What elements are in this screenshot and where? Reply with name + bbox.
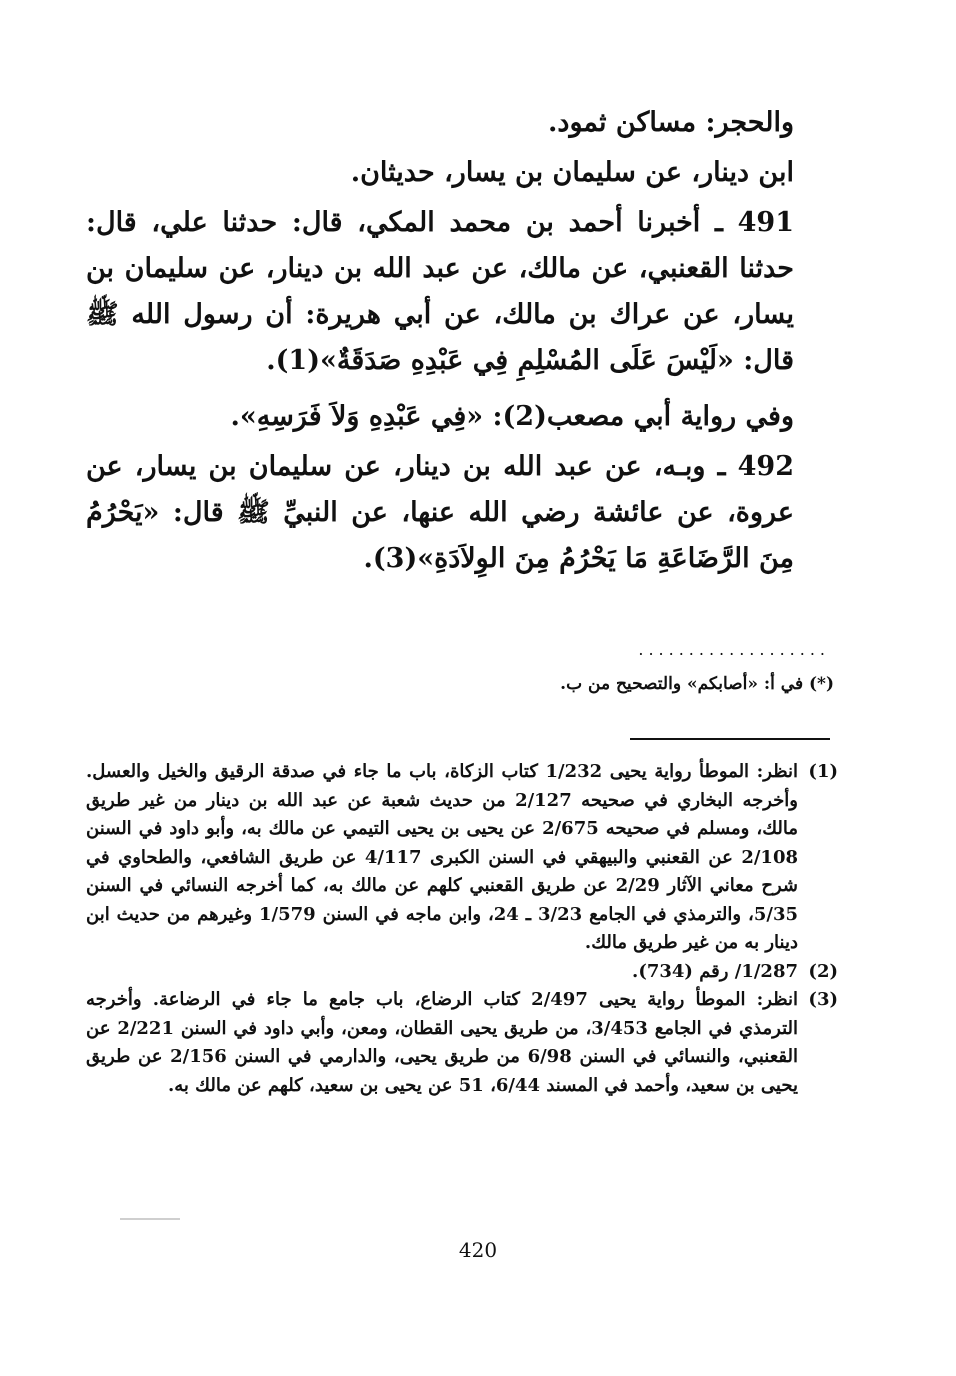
footnote-1 bbox=[86, 758, 838, 958]
footnote-rule bbox=[630, 738, 830, 740]
scan-smudge bbox=[120, 1218, 180, 1220]
variant-reading-note: (*) في أ: «أصابكم» والتصحيح من ب. bbox=[560, 674, 834, 694]
footnote-number: (2) bbox=[808, 960, 838, 982]
footnote-number: (1) bbox=[808, 761, 838, 782]
dotted-separator: ................... bbox=[638, 640, 830, 659]
main-text bbox=[86, 100, 834, 582]
footnote-number: (3) bbox=[808, 989, 838, 1010]
hadith-number-492: 492 ـ bbox=[717, 451, 794, 482]
hadith-text-492: وبـه، عن عبد الله بن دينار، عن سليمان بن يسار، عن عروة، عن عائشة رضي الله عنها، عن النبيِّ ﷺ قال: «يَحْرُمُ مِنَ الرَّضَاعَةِ مَا يَحْرُمُ مِنَ الوِلاَدَةِ»(3). bbox=[86, 451, 794, 574]
footnote-text: انظر: الموطأ رواية يحيى 2/497 كتاب الرضاع، باب جامع ما جاء في الرضاعة. وأخرجه الترمذي في الجامع 3/453، من طريق يحيى القطان، ومعن، وأبي داود في السنن 2/221 عن القعنبي، والنسائي في السنن 6/98 من طريق يحيى، والدارمي في السنن 2/156 عن طريق يحيى بن سعيد، وأحمد في المسند 6/44، 51 عن يحيى بن سعيد، كلهم عن مالك به. bbox=[86, 989, 798, 1096]
hadith-text-491: أخبرنا أحمد بن محمد المكي، قال: حدثنا علي، قال: حدثنا القعنبي، عن مالك، عن عبد الله بن دينار، عن سليمان بن يسار، عن عراك بن مالك، عن أبي هريرة: أن رسول الله ﷺ قال: «لَيْسَ عَلَى المُسْلِمِ فِي عَبْدِهِ صَدَقَةٌ»(1). bbox=[86, 207, 794, 376]
page-number: 420 bbox=[458, 1238, 498, 1262]
footnote-text: 1/287/ رقم (734). bbox=[632, 960, 798, 982]
footnote-3 bbox=[86, 986, 838, 1100]
hadith-number-491: 491 ـ bbox=[715, 207, 795, 238]
abu-musab-narration: وفي رواية أبي مصعب(2): «فِي عَبْدِهِ وَلاَ فَرَسِهِ». bbox=[230, 401, 794, 432]
footnote-2 bbox=[86, 958, 838, 987]
hadith-491 bbox=[86, 200, 834, 384]
hadith-492 bbox=[86, 444, 834, 582]
text-line-1: والحجر: مساكن ثمود. bbox=[548, 107, 794, 138]
footnotes bbox=[86, 758, 838, 1100]
footnote-text: انظر: الموطأ رواية يحيى 1/232 كتاب الزكاة، باب ما جاء في صدقة الرقيق والخيل والعسل. وأخرجه البخاري في صحيحه 2/127 من حديث شعبة عن عبد الله بن دينار من غير طريق مالك، ومسلم في صحيحه 2/675 عن يحيى بن يحيى التيمي عن مالك به، وأبو داود في السنن 2/108 عن القعنبي والبيهقي في السنن الكبرى 4/117 عن طريق الشافعي، والطحاوي في شرح معاني الآثار 2/29 عن طريق القعنبي كلهم عن مالك به، كما أخرجه النسائي في السنن 5/35، والترمذي في الجامع 3/23 ـ 24، وابن ماجه في السنن 1/579 وغيرهم من حديث ابن دينار به من غير طريق مالك. bbox=[86, 761, 799, 953]
text-line-2: ابن دينار، عن سليمان بن يسار، حديثان. bbox=[350, 157, 794, 188]
